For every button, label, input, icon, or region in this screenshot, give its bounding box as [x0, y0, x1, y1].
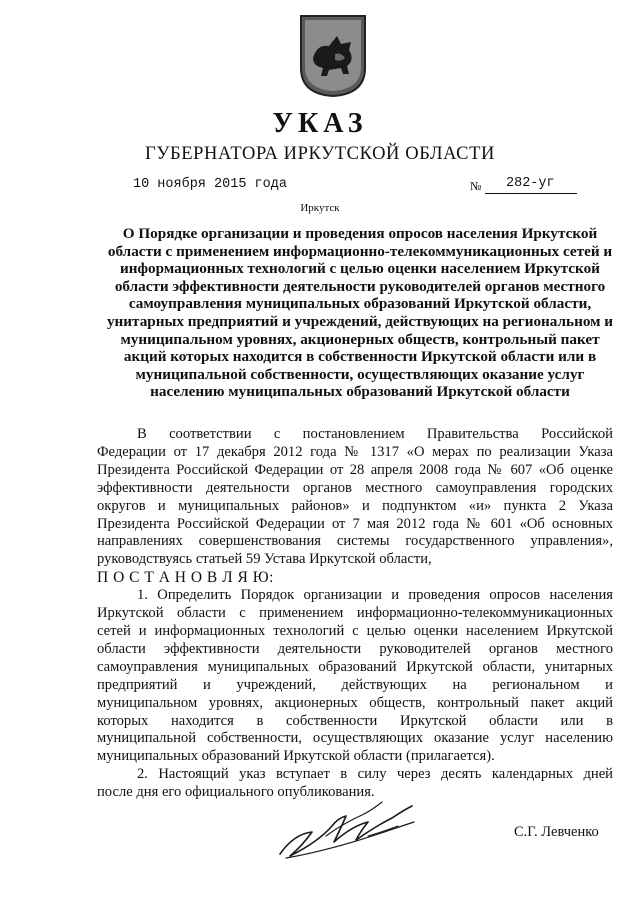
body-line: муниципальных образований Иркутской области (прилагается).	[97, 748, 495, 765]
body-line: муниципальной собственности, осуществляющих оказание услуг населению	[97, 730, 613, 747]
title-line: акций которых находится в собственности Иркутской области или в	[123, 348, 597, 366]
body-line: области эффективности деятельности руководителей органов местного	[97, 640, 613, 657]
title-line: муниципальном уровнях, акционерных обществ, контрольный пакет	[120, 330, 600, 348]
decree-number-label: №	[470, 179, 482, 193]
decree-number: 282-уг	[506, 176, 555, 191]
body-line: Иркутской области с применением информационно-телекоммуникационных	[97, 605, 613, 622]
body-line: муниципальном уровнях, акционерных обществ, контрольный пакет акций	[97, 694, 613, 711]
body-line: предприятий и учреждений, действующих на региональном и	[97, 676, 613, 693]
title-line: унитарных предприятий и учреждений, действующих на региональном и	[106, 312, 614, 330]
title-line: муниципальной собственности, осуществляющих оказание услуг	[135, 365, 585, 383]
body-line: Федерации от 17 декабря 2012 года № 1317 «О мерах по реализации Указа	[97, 443, 613, 460]
title-line: населению муниципальных образований Иркутской области	[150, 383, 570, 401]
body-line: руководствуясь статьей 59 Устава Иркутской области,	[97, 551, 432, 568]
number-underline	[485, 193, 577, 194]
title-line: О Порядке организации и проведения опросов населения Иркутской	[122, 225, 598, 242]
signer-name: С.Г. Левченко	[514, 824, 599, 840]
body-line: сетей и информационных технологий с целью оценки населением Иркутской	[97, 622, 613, 639]
body-line: которых находится в собственности Иркутской области или в	[97, 712, 613, 729]
body-line: 2. Настоящий указ вступает в силу через десять календарных дней	[137, 766, 613, 783]
coat-of-arms-emblem	[299, 14, 367, 98]
issuer-subtitle: ГУБЕРНАТОРА ИРКУТСКОЙ ОБЛАСТИ	[145, 144, 495, 164]
title-line: самоуправления муниципальных образований Иркутской области,	[128, 295, 592, 313]
decree-date: 10 ноября 2015 года	[133, 177, 287, 192]
page-title: УКАЗ	[272, 108, 368, 139]
body-line: В соответствии с постановлением Правительства Российской	[137, 426, 613, 442]
decree-keyword: П О С Т А Н О В Л Я Ю:	[97, 569, 274, 587]
body-line: Президента Российской Федерации от 7 мая 2012 года № 601 «Об основных	[97, 515, 613, 532]
handwritten-signature	[272, 796, 422, 866]
body-line: самоуправления муниципальных образований Иркутской области, унитарных	[97, 658, 613, 675]
body-line: 1. Определить Порядок организации и проведения опросов населения	[137, 587, 613, 604]
title-line: области эффективности деятельности руководителей органов местного	[114, 277, 606, 295]
title-line: информационных технологий с целью оценки населением Иркутской	[120, 260, 600, 278]
body-line: после дня его официального опубликования.	[97, 784, 375, 801]
decree-city: Иркутск	[300, 202, 340, 214]
body-line: направлениях совершенствования системы государственного управления»,	[97, 533, 613, 550]
body-line: округов и муниципальных районов» и подпунктом «и» пункта 2 Указа	[97, 497, 613, 514]
body-line: эффективности деятельности органов местного самоуправления городских	[97, 479, 613, 496]
document-subject-title	[92, 225, 628, 401]
title-line: области с применением информационно-телекоммуникационных сетей и	[107, 242, 613, 260]
document-body	[97, 426, 613, 802]
body-line: Президента Российской Федерации от 28 апреля 2008 года № 607 «Об оценке	[97, 461, 613, 478]
